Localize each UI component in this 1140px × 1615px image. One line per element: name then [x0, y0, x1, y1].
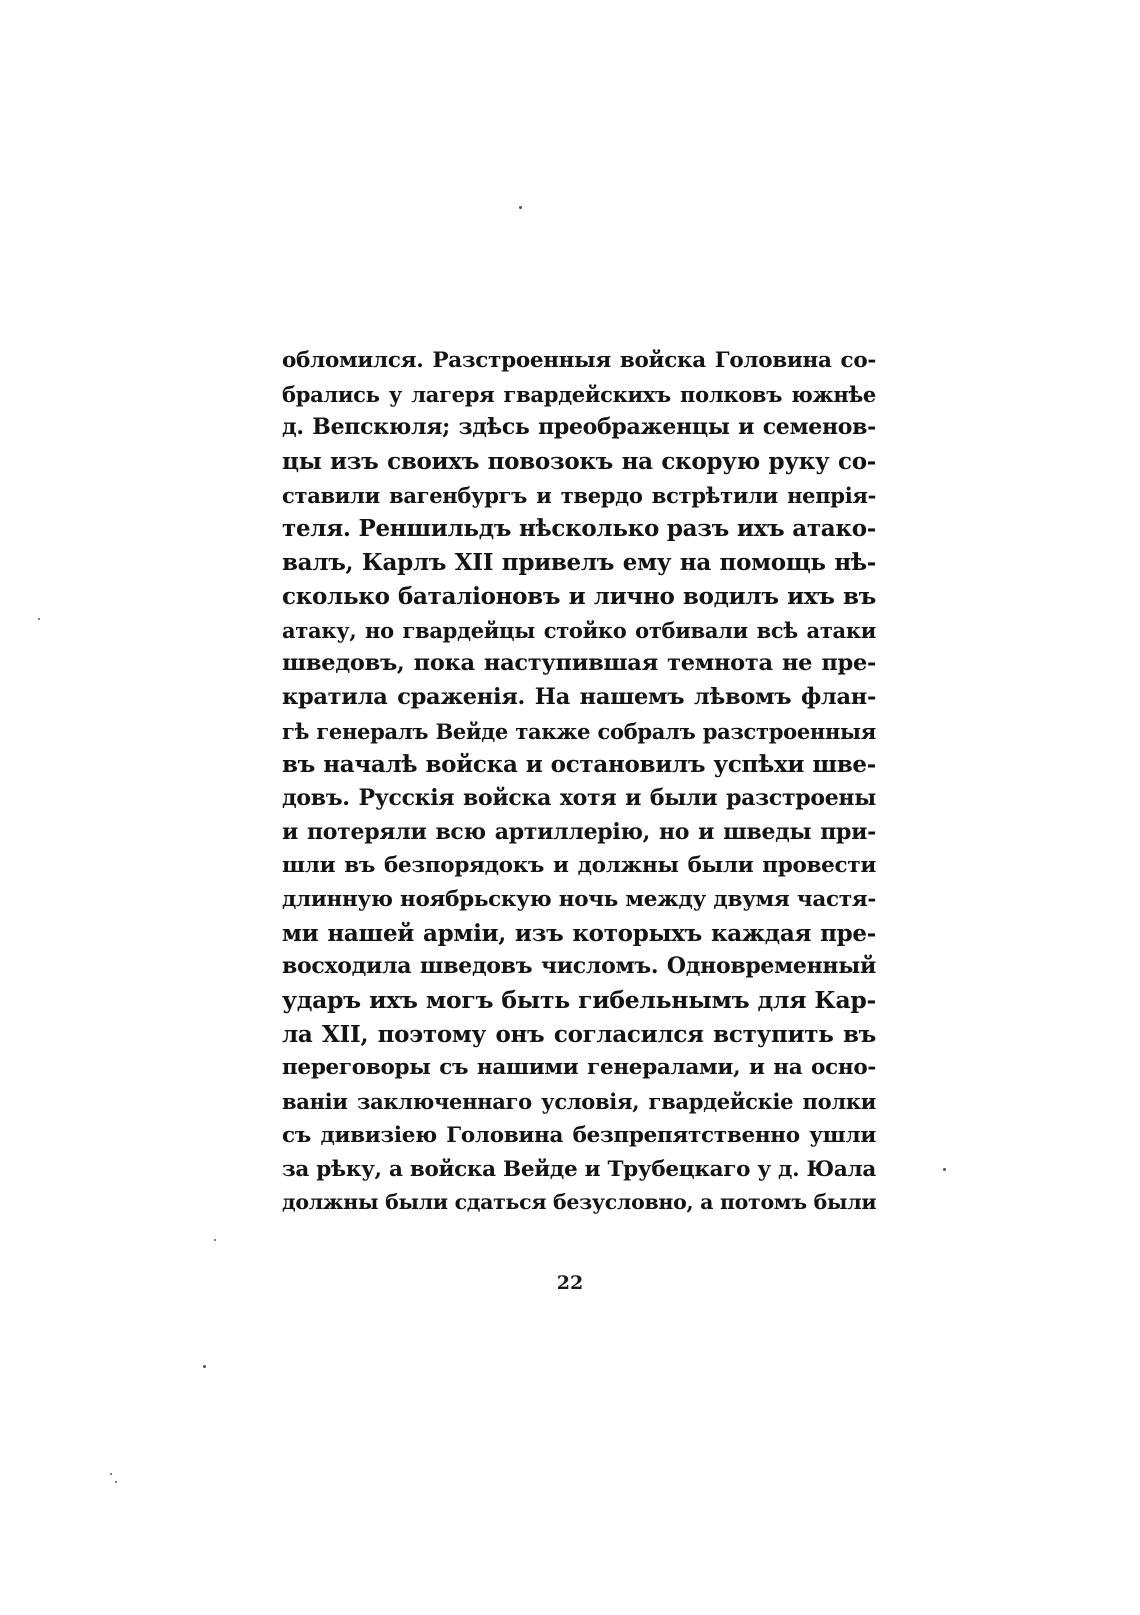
page-number: 22	[556, 1272, 584, 1294]
text-line: брались у лагеря гвардейскихъ полковъ южнѣе	[282, 381, 876, 407]
text-line: шли въ безпорядокъ и должны были провести	[282, 853, 876, 879]
text-line: гѣ генералъ Вейде также собралъ разстроенныя	[282, 718, 876, 744]
text-line: ми нашей арміи, изъ которыхъ каждая пре-	[282, 919, 876, 947]
text-line: обломился. Разстроенныя войска Головина со-	[282, 348, 876, 373]
text-line: длинную ноябрьскую ночь между двумя частя-	[282, 887, 876, 912]
text-line: цы изъ своихъ повозокъ на скорую руку со-	[282, 448, 876, 476]
text-line: за рѣку, а войска Вейде и Трубецкаго у д. Юала	[282, 1156, 876, 1182]
text-line: д. Вепскюля; здѣсь преображенцы и семенов-	[282, 414, 876, 441]
scan-speck	[38, 618, 40, 620]
text-line: ставили вагенбургъ и твердо встрѣтили непрія-	[282, 482, 876, 508]
text-line: атаку, но гвардейцы стойко отбивали всѣ атаки	[282, 617, 876, 643]
scan-speck	[115, 1481, 117, 1483]
scan-speck	[203, 1365, 206, 1368]
text-line: и потеряли всю артиллерію, но и шведы при-	[282, 818, 876, 845]
text-line: съ дивизіею Головина безпрепятственно ушли	[282, 1122, 876, 1148]
scan-speck	[214, 1239, 216, 1241]
text-line: довъ. Русскія войска хотя и были разстроены	[282, 784, 876, 811]
scan-speck	[519, 206, 522, 209]
text-line: переговоры съ нашими генералами, и на осно-	[282, 1055, 876, 1081]
text-line: восходила шведовъ числомъ. Одновременный	[282, 953, 876, 980]
text-line: ла XII, поэтому онъ согласился вступить въ	[282, 1020, 876, 1048]
text-line: сколько баталіоновъ и лично водилъ ихъ въ	[282, 582, 876, 610]
text-line: въ началѣ войска и остановилъ успѣхи шве-	[282, 751, 876, 779]
scan-speck	[110, 1473, 112, 1475]
text-line: шведовъ, пока наступившая темнота не пре-	[282, 650, 876, 677]
text-line: ударъ ихъ могъ быть гибельнымъ для Кар-	[282, 986, 876, 1015]
text-line: кратила сраженія. На нашемъ лѣвомъ флан-	[282, 683, 876, 710]
text-line: валъ, Карлъ XII привелъ ему на помощь нѣ-	[282, 549, 876, 577]
text-line: должны были сдаться безусловно, а потомъ были	[282, 1190, 877, 1215]
text-line: ваніи заключеннаго условія, гвардейскіе полки	[282, 1089, 876, 1115]
body-text	[282, 344, 876, 1220]
scan-speck	[943, 1168, 946, 1171]
text-line: теля. Реншильдъ нѣсколько разъ ихъ атако-	[282, 515, 876, 543]
